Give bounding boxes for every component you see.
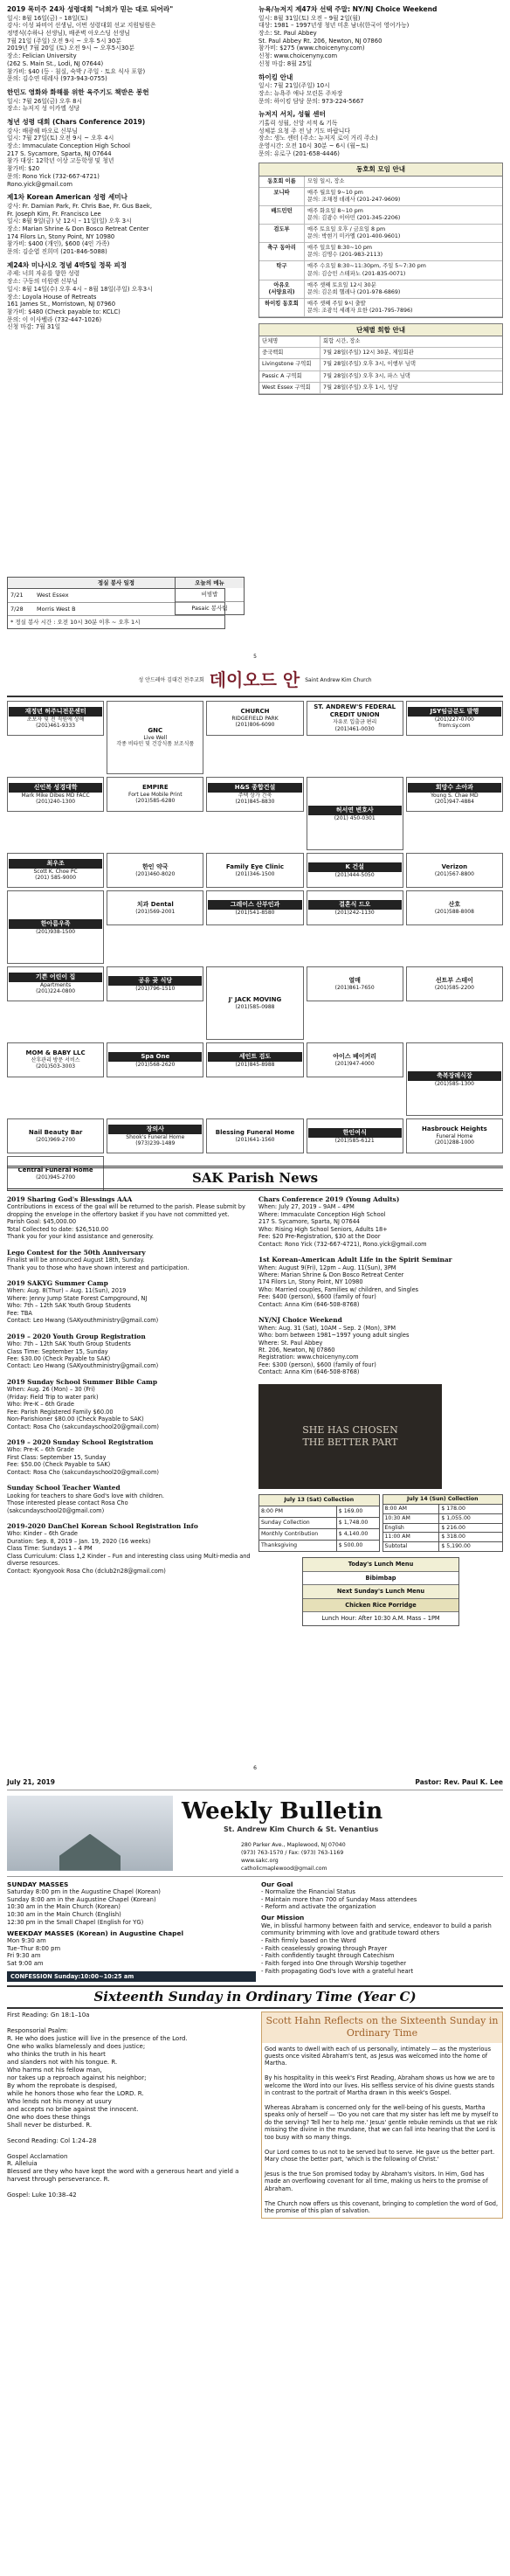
notice-block — [258, 5, 503, 68]
korean-notices-section — [0, 0, 510, 664]
lunch-hour-note: Lunch Hour: After 10:30 A.M. Mass – 1PM — [321, 1615, 440, 1623]
goal-title: Our Goal — [261, 1880, 293, 1888]
lunch-item: Bibimbap — [303, 1572, 458, 1585]
parish-left-column — [7, 1195, 252, 1582]
notice-body: 일시: 7월 26일(금) 오후 8시 장소: 뉴저지 성 이카엘 성당 — [7, 97, 83, 113]
collection-sun — [382, 1494, 504, 1553]
club-time: 매주 수요일 8:30~11:30pm, 주일 5~7:30 pm 문의: 김승민 스테파노 (201-835-0071) — [305, 261, 502, 280]
parish-item — [7, 1438, 252, 1476]
ad-info: Mark Mike Dibes MD FACC (201)240-1300 — [21, 792, 90, 806]
ads-header — [7, 666, 503, 697]
notice-block — [7, 5, 253, 83]
ad-info: Young S. Chae MD (201)947-4884 — [431, 792, 479, 806]
club-schedule-title: 동호회 모임 안내 — [259, 163, 502, 177]
ad-card — [307, 890, 403, 925]
group-name: 단체명 — [259, 336, 320, 348]
ads-header-title: 데이오드 안 — [209, 669, 300, 691]
ad-name: 장의사 — [108, 1125, 202, 1134]
parish-item-title: Sunday School Teacher Wanted — [7, 1484, 121, 1492]
group-meeting-table — [258, 323, 503, 395]
club-name: 축구 동아리 — [259, 243, 305, 261]
collection-sat — [258, 1494, 380, 1553]
parish-item-title: 2019 Sunday School Summer Bible Camp — [7, 1377, 157, 1386]
worship-date: 7/28 — [10, 605, 24, 613]
readings-list: First Reading: Gn 18:1–10a Responsorial Psalm: R. He who does justice will live in the presence of the Lord. One who walks blamelessly and does justice; who thinks the truth in his heart and slanders not with his tongue. R. Who harms not his fellow man, nor takes up a reproach against his neighbor; By whom the reprobate is despised, while he honors those who fear the LORD. R. Who lends not his money at usury and accepts no bribe against the innocent. One who does these things Shall never be disturbed. R. Second Reading: Col 1:24–28 Gospel Acclamation R. Alleluia Blessed are they who have kept the word with a generous heart and yield a harvest through perseverance. R. Gospel: Luke 10:38–42 — [7, 2012, 239, 2199]
ad-card — [107, 853, 203, 888]
ad-info: (201)569-2001 — [135, 908, 176, 915]
address-line: 280 Parker Ave., Maplewood, NJ 07040 — [241, 1841, 346, 1848]
ad-card — [406, 701, 503, 736]
collection-title: July 14 (Sun) Collection — [382, 1494, 503, 1504]
group-time: 7월 28일(주일) 오후 3시, 이행부 님댁 — [320, 359, 502, 370]
ad-name: 최우조 — [9, 859, 102, 869]
ad-info: 주택 상가 건축 (201)845-8830 — [235, 792, 275, 806]
parish-item-body: Looking for teachers to share God's love with children. Those interested please contact Rosa Cho (sakcundayschool20@gmail.com) — [7, 1492, 165, 1514]
ad-name: MOM & BABY LLC — [25, 1049, 86, 1056]
club-time: 매주 셋째 주일 9시 출발 문의: 조광석 세례자 요한 (201-795-7896) — [305, 299, 502, 317]
ad-name: 축복장례식장 — [408, 1071, 501, 1081]
parish-item — [7, 1279, 252, 1325]
website-link[interactable]: www.sakc.org — [241, 1858, 279, 1865]
notice-block — [7, 193, 253, 256]
ad-name: GNC — [148, 726, 163, 734]
ad-info: (201)641-1560 — [235, 1136, 275, 1143]
confession-bar: CONFESSION Sunday:10:00~10:25 am — [7, 1971, 256, 1982]
group-name: West Essex 구역회 — [259, 383, 320, 394]
ad-name: 회망수 소아과 — [408, 783, 501, 793]
goal-text: - Normalize the Financial Status - Maintain more than 700 of Sunday Mass attendees - Reform and activate the organization — [261, 1888, 417, 1911]
parish-item — [7, 1333, 252, 1370]
masses-list: Saturday 8:00 pm in the Augustine Chapel (Korean) Sunday 8:00 am in the Augustine Chapel (Korean) 10:30 am in the Main Church (Korean) 10:30 am in the Main Church (English) 12:30 pm in the Small Chapel (English for YG) — [7, 1888, 161, 1926]
ad-name: Spa One — [108, 1052, 202, 1062]
ad-name: Verizon — [441, 862, 468, 870]
ad-info: (201)588-8008 — [434, 908, 474, 915]
ad-card — [206, 701, 303, 736]
collection-amount: $ 1,055.00 — [439, 1513, 503, 1523]
ad-card — [7, 1118, 104, 1153]
ad-card — [7, 1042, 104, 1077]
club-name: 배드민턴 — [259, 206, 305, 225]
ad-name: Blessing Funeral Home — [215, 1128, 295, 1136]
notice-title: 제24차 미나시오 정념 4박5일 정묵 피정 — [7, 260, 128, 269]
group-meeting-grid — [259, 336, 502, 393]
ad-info: Fort Lee Mobile Print (201)585-6280 — [128, 791, 183, 805]
club-time: 매주 토요일 오후 / 금요일 8 pm 문의: 박현기 미카엘 (201-400-9601) — [305, 225, 502, 243]
ad-info: (201)861-7650 — [334, 984, 375, 991]
club-name: 하이킹 동호회 — [259, 299, 305, 317]
ad-card — [406, 966, 503, 1001]
collection-amount: $ 178.00 — [439, 1504, 503, 1513]
collection-label: 10:30 AM — [382, 1513, 439, 1523]
parish-item-title: Lego Contest for the 50th Anniversary — [7, 1248, 146, 1257]
notice-title: 하이킹 안내 — [258, 73, 293, 81]
parish-item-body: Contributions in excess of the goal will be returned to the parish. Please submit by dropping the envelope in the offertory basket if you have not committed yet. Parish Goal: $45,000.00 Total Collected to date: $26,510.00 Thank you for your kind assistance and generosity. — [7, 1203, 245, 1241]
notice-body: 강사: 배광해 바오로 신부님 일시: 7월 27일(토) 오전 9시 ~ 오후 4시 장소: Immaculate Conception High School 217 S. Sycamore, Sparta, NJ 07644 참가 대상: 12학년 이상 고등학생 및 청년 참가비: $20 문의: Rono Yick (732-667-4721) Rono.yick@gmail.com — [7, 127, 131, 188]
ad-name: 기쁜 어린이 집 — [9, 973, 102, 982]
ad-info: (201)947-4000 — [334, 1060, 375, 1067]
ad-card — [7, 701, 104, 736]
ad-info: Funeral Home (201)288-1000 — [434, 1132, 474, 1146]
collection-title: July 13 (Sat) Collection — [259, 1494, 380, 1506]
collection-amount: $ 169.00 — [336, 1506, 379, 1517]
worship-team: West Essex — [37, 592, 69, 599]
notice-title: 한민도 영화와 화해를 위한 육주기도 책받은 봉헌 — [7, 87, 149, 96]
club-time: 매주 화요일 8~10 pm 문의: 김광수 이아민 (201-345-2206) — [305, 206, 502, 225]
collection-label: 8:00 AM — [382, 1504, 439, 1513]
ad-info: (201)796-1510 — [135, 985, 176, 992]
notices-right-column — [258, 5, 503, 395]
summary-amount: $ 1,748.00 — [336, 1517, 379, 1528]
bulletin-meta — [7, 1778, 503, 1787]
worship-note: * 정실 봉사 시간 : 오전 10시 30분 이후 ~ 오후 1시 — [10, 618, 141, 626]
ad-card — [307, 701, 403, 736]
ad-info: (201)585-1300 — [434, 1080, 474, 1087]
ad-name: ST. ANDREW'S FEDERAL CREDIT UNION — [314, 703, 396, 719]
notice-body: 주제: 너희 자유를 향한 성령 장소: 구동의 미원랜 신부님 일시: 8월 14일(수) 오후 4시 – 8월 18일(주일) 오후3시 장소: Loyola House of Retreats 161 James St., Morristown, NJ 07960 참가비: $480 (Check payable to: KCLC) 문의: 이 이사벨라 (732-447-1026) 신청 마감: 7월 31일 — [7, 270, 153, 331]
ad-info: (201)346-1500 — [235, 870, 275, 877]
ad-info: (201)938-1500 — [36, 928, 76, 935]
group-time: 7월 28일(주일) 오후 1시, 성당 — [320, 383, 502, 394]
ad-info: 산후관리 방문 서비스 (201)503-3003 — [31, 1056, 80, 1070]
bulletin-date: July 21, 2019 — [7, 1778, 55, 1786]
parish-item-body: When: Aug. 8(Thur) – Aug. 11(Sun), 2019 Where: Jenny Jump State Forest Campground, NJ Who: 7th – 12th SAK Youth Group Students Fee: TBA Contact: Leo Hwang (SAKyouthministry@gmail.com) — [7, 1287, 159, 1325]
parish-item-body: When: July 27, 2019 – 9AM – 4PM Where: Immaculate Conception High School 217 S. Sycamore, Sparta, NJ 07644 Who: Rising High School Seniors, Adults 18+ Fee: $20 Pre-Registration, $30 at the Door Contact: Rono Yick (732-667-4721), Rono.yick@gmail.com — [258, 1203, 427, 1248]
worship-title: 정실 봉사 일정 — [8, 578, 224, 589]
notice-body: 일시: 8월 16일(금) – 18일(토) 강사: 이성 파비어 선생님, 이번 성령대회 선교 지원팀원은 정명식(수하나 선생님), 배준벽 아오스딩 선생님 7월 21일 (주일) 오전 9시 ~ 오후 5시 30분 2019년 7월 20일 (토) 오전 9시 ~ 오후5시30분 장소: Felician University (262 S. Main St., Lodi, NJ 07644) 참가비: $40 (등 · 침실, 숙박 / 주일 · 토요 식사 포함) 문의: 김수연 데레사 (973-943-0755) — [7, 14, 156, 83]
ad-name: 허서연 변호사 — [308, 806, 402, 815]
ad-card — [307, 966, 403, 1001]
ad-card — [406, 1042, 503, 1116]
parish-news-section — [0, 1162, 510, 1774]
weekday-title: WEEKDAY MASSES (Korean) in Augustine Chapel — [7, 1929, 184, 1937]
mass-schedule — [7, 1880, 256, 1983]
ad-name: Family Eye Clinic — [225, 862, 285, 870]
goal-mission — [261, 1880, 503, 1983]
ad-card — [206, 966, 303, 1040]
collection-amount: $ 318.00 — [439, 1533, 503, 1542]
ad-info: Scott K. Choe PC (201) 585-9000 — [33, 868, 78, 882]
parish-item — [258, 1256, 503, 1308]
ad-name: 한아름우족 — [9, 919, 102, 929]
ad-info: Apartments (201)224-0800 — [36, 981, 76, 995]
club-name: 보니따 — [259, 188, 305, 206]
parish-item-title: Chars Conference 2019 (Young Adults) — [258, 1195, 400, 1203]
notice-body: 강사: Fr. Damian Park, Fr. Chris Bae, Fr. Gus Baek, Fr. Joseph Kim, Fr. Francisco Lee 일시: 8월 9일(금) 낮 12시 – 11일(일) 오후 3시 장소: Marian Shrine & Don Bosco Retreat Center 174 Filors Ln, Stony Point, NY 10980 참가비: $400 (개인), $600 (4인 가족) 문의: 김순엽 진희미 (201-846-5088) — [7, 202, 153, 256]
ad-name: 아이스 베이커리 — [333, 1052, 377, 1060]
club-name: 탁구 — [259, 261, 305, 280]
club-time: 모임 일시, 장소 — [305, 177, 502, 188]
church-photo — [7, 1796, 173, 1871]
ads-grid — [7, 701, 503, 1191]
ad-name: 한인 약국 — [142, 862, 169, 870]
parish-item-title: NY/NJ Choice Weekend — [258, 1316, 342, 1325]
parish-item — [7, 1378, 252, 1430]
mission-text: We, in blissful harmony between faith and service, endeavor to build a parish community brimming with love and gratitude toward others - Faith firmly based on the Word - Faith ceaselessly growing through Prayer - Faith confidently taught through Catechism - Faith forged into One through Worship together - Faith propagating God's love with a grateful heart — [261, 1922, 492, 1975]
notices-left-column — [7, 5, 253, 336]
notice-body: 일시: 8월 31일(토) 오전 – 9월 2일(월) 대상: 1981 – 1997년생 청년 미혼 남녀(한국어 영어가능) 장소: St. Paul Abbey St. Paul Abbey Rt. 206, Newton, NJ 07860 참가비: $275 (www.choicenyny.com) 신청: www.choicenyny.com 신청 마감: 8월 25일 — [258, 14, 410, 67]
parish-item — [7, 1484, 252, 1514]
parish-item — [258, 1316, 503, 1376]
phone-line: (973) 763-1570 / Fax: (973) 763-1169 — [241, 1849, 344, 1856]
collection-report — [258, 1494, 503, 1553]
mission-title: Our Mission — [261, 1914, 305, 1922]
worship-team: Morris West B — [37, 605, 76, 613]
ad-info: (201)845-8988 — [235, 1061, 275, 1068]
ad-card — [7, 966, 104, 1001]
ad-info: Live Well 각종 비타민 및 건강식품 보조식품 — [116, 734, 195, 748]
ad-card — [107, 701, 203, 774]
parish-item — [7, 1195, 252, 1241]
parish-item-title: 2019 Sharing God's Blessings AAA — [7, 1195, 133, 1203]
email-link[interactable]: catholicmaplewood@gmail.com — [241, 1866, 327, 1873]
ads-header-small: 성 안드레아 김대건 천주교회 — [138, 677, 204, 684]
collection-amount: $ 216.00 — [439, 1523, 503, 1533]
ad-card — [107, 1042, 203, 1077]
readings-and-reflection — [7, 2012, 503, 2218]
ad-name: H&S 종합건설 — [208, 783, 301, 793]
notice-title: 뉴저지 서치, 성월 센터 — [258, 110, 326, 119]
parish-item — [7, 1249, 252, 1271]
ad-name: 그레이스 산부인과 — [208, 900, 301, 910]
reflection-title: Scott Hahn Reflects on the Sixteenth Sunday in Ordinary Time — [262, 2012, 502, 2042]
ad-card — [406, 1118, 503, 1153]
ad-info: (201)969-2700 — [36, 1136, 76, 1143]
club-time: 매주 셋째 토요일 12시 30분 문의: 김은희 헬레나 (201-978-6869) — [305, 280, 502, 299]
better-part-flyer: SHE HAS CHOSEN THE BETTER PART — [258, 1384, 442, 1489]
ad-name: CHURCH — [240, 707, 270, 715]
ad-info: RIDGEFIELD PARK (201)806-6090 — [231, 715, 279, 729]
lunch-next-title: Next Sunday's Lunch Menu — [303, 1585, 458, 1598]
ad-name: JSY임금분도 발행 — [408, 707, 501, 717]
ad-card — [406, 777, 503, 812]
mass-and-mission — [7, 1880, 503, 1983]
ads-header-sub: Saint Andrew Kim Church — [305, 677, 372, 684]
ad-card — [206, 1118, 303, 1153]
collection-label: 8:00 PM — [259, 1506, 337, 1517]
club-schedule-grid — [259, 177, 502, 317]
summary-amount: $ 500.00 — [336, 1541, 379, 1552]
ad-info: 초보자 및 전 직원에 상해 (201)461-9333 — [26, 716, 85, 730]
ad-info: (201)460-8020 — [135, 870, 176, 877]
lunch-menu-item: 비빔밥 — [201, 591, 218, 599]
bulletin-subtitle: St. Andrew Kim Church & St. Venantius — [224, 1825, 379, 1833]
summary-label: Thanksgiving — [259, 1541, 337, 1552]
ad-card — [206, 777, 303, 812]
ad-card — [7, 853, 104, 888]
ad-info: (201) 450-0301 — [334, 814, 376, 821]
parish-item-title: 2019-2020 DanChel Korean School Registration Info — [7, 1521, 198, 1530]
page-number: 5 — [253, 654, 257, 660]
ad-name: 치과 Dental — [136, 900, 174, 908]
ad-info: (201)585-0988 — [235, 1003, 275, 1010]
club-name: 아유오 (서양요리) — [259, 280, 305, 299]
bulletin-title: Weekly Bulletin — [182, 1797, 383, 1825]
lunch-next-item: Chicken Rice Porridge — [303, 1599, 458, 1612]
notice-title: 제1차 Korean American 성령 세미나 — [7, 193, 128, 202]
sunday-title: Sixteenth Sunday in Ordinary Time (Year C) — [7, 1985, 503, 2009]
page-number: 6 — [253, 1765, 257, 1771]
parish-item-title: 1st Korean-American Adult Life in the Spirit Seminar — [258, 1256, 452, 1264]
ad-name: 산호 — [448, 900, 461, 908]
group-name: 중국백회 — [259, 348, 320, 359]
summary-amount: $ 4,140.00 — [336, 1529, 379, 1541]
ad-card — [107, 966, 203, 1001]
lunch-menu-title: 오늘의 메뉴 — [176, 578, 244, 588]
ad-info: (201)945-2700 — [36, 1174, 76, 1181]
parish-item-body: When: Aug. 26 (Mon) – 30 (Fri) (Friday: Field Trip to water park) Who: Pre-K – 6th Grade Fee: Parish Registered Family $60.00 Non-Parishioner $80.00 (Check Payable to SAK) Contact: Rosa Cho (sakcundayschool20@gmail.com) — [7, 1386, 159, 1430]
ad-info: (201)585-6121 — [334, 1137, 375, 1144]
parish-item-title: 2019 – 2020 Sunday School Registration — [7, 1437, 154, 1446]
ad-info: (201)568-2620 — [135, 1061, 176, 1068]
ad-name: Hasbrouck Heights — [422, 1125, 487, 1132]
notice-block — [7, 261, 253, 331]
group-name: Passic A 구역회 — [259, 371, 320, 383]
ad-card — [307, 1042, 403, 1077]
collection-label: 11:00 AM — [382, 1533, 439, 1542]
ad-info: (201)227-0700 from:sy.com — [434, 716, 474, 730]
ad-name: 재정년 허주니전문센터 — [9, 707, 102, 717]
ad-card — [307, 1118, 403, 1153]
ad-card — [206, 853, 303, 888]
ad-name: Nail Beauty Bar — [28, 1128, 83, 1136]
notice-block — [258, 73, 503, 106]
ad-info: Shook's Funeral Home (973)239-1489 — [126, 1133, 185, 1147]
group-time: 회합 시간, 장소 — [320, 336, 502, 348]
bulletin-pastor: Pastor: Rev. Paul K. Lee — [415, 1778, 503, 1786]
ad-info: (201)567-8800 — [434, 870, 474, 877]
parish-item-body: Finalist will be announced August 18th, Sunday. Thank you to those who have shown interest and participation. — [7, 1257, 190, 1271]
ad-name: 열매 — [348, 976, 361, 984]
club-time: 매주 일요일 8:30~10 pm 문의: 김명수 (201-983-2113) — [305, 243, 502, 261]
notice-title: 청년 성령 대회 (Chars Conference 2019) — [7, 118, 146, 126]
notice-block — [7, 118, 253, 188]
masses-title: SUNDAY MASSES — [7, 1880, 69, 1888]
bulletin-banner — [7, 1790, 503, 1877]
parish-item-title: 2019 SAKYG Summer Camp — [7, 1279, 108, 1287]
ad-card — [107, 777, 203, 812]
ad-name: 선트부 스테이 — [435, 976, 473, 984]
notice-title: 뉴욕/뉴저지 제47차 선택 주말: NY/NJ Choice Weekend — [258, 5, 438, 13]
notice-title: 2019 목미주 24차 성령대회 "너희가 믿는 대로 되어라" — [7, 5, 174, 13]
group-time: 7월 28일(주일) 12시 30분, 제일회관 — [320, 348, 502, 359]
weekday-list: Mon 9:30 am Tue–Thur 8:00 pm Fri 9:30 am Sat 9:00 am — [7, 1936, 61, 1968]
summary-label: Monthly Contribution — [259, 1529, 337, 1541]
lunch-menu-team: Pasaic 봉사팀 — [176, 601, 244, 614]
ad-card — [406, 890, 503, 925]
ad-name: K 건설 — [308, 862, 402, 872]
summary-label: Sunday Collection — [259, 1517, 337, 1528]
parish-news-title: SAK Parish News — [7, 1166, 503, 1191]
ad-name: Central Funeral Home — [17, 1166, 93, 1174]
group-name: Livingstone 구역회 — [259, 359, 320, 370]
total-label: Subtotal — [382, 1542, 439, 1552]
reflection-text: God wants to dwell with each of us personally, intimately — as the mysterious guests once visited Abraham's tent, as Jesus was welcomed into the home of Martha. By his hospitality in this week's First Reading, Abraham shows us how we are to welcome the Word into our lives. His selfless service of his divine guests stands in contrast to the portrait of Martha drawn in this week's Gospel. Whereas Abraham is concerned only for the well-being of his guests, Martha speaks only of herself — 'Do you not care that my sister has left me by myself to do the serving? Tell her to help me.' Jesus' gentle rebuke reminds us that we risk missing the divine in the mundane, that we can fall into hearing that the Lord is too busy with so many things. Our Lord comes to us not to be served but to serve. He gave us the better part. Mary chose the better part, 'which is the following of Christ.' Jesus is the true Son promised today by Abraham's visitors. In Him, God has made an overflowing covenant for all time, making us heirs to the promise of Abraham. The Church now offers us this covenant, bringing to completion the word of God, the promise of this plan of salvation. — [265, 2045, 499, 2215]
collection-label: English — [382, 1523, 439, 1533]
notice-body: 기홀릭 성월, 신앙 서적 & 기독 성체분 요청 주 전 날 기도 바랍니다 장소: 생노 센터 (주소: 뉴저지 로이 거리 주소) 운영시간: 오전 10시 30분 ~ 6시 (월~토) 문의: 유로구 (201-658-4446) — [258, 120, 378, 157]
parish-item-body: When: August 9(Fri), 12pm – Aug. 11(Sun), 3PM Where: Marian Shrine & Don Bosco Retreat Center 174 Filors Ln, Stony Point, NY 10980 Who: Married couples, Families w/ children, and Singles Fee: $400 (person), $600 (family of four) Contact: Anna Kim (646-508-8768) — [258, 1264, 419, 1308]
parish-item-body: Who: Pre-K – 6th Grade First Class: September 15, Sunday Fee: $50.00 (Check Payable to SAK) Contact: Rosa Cho (sakcundayschool20@gmail.com) — [7, 1446, 159, 1476]
ad-name: 신인복 성경대학 — [9, 783, 102, 793]
parish-right-column — [258, 1195, 503, 1626]
parish-item-body: Who: 7th – 12th SAK Youth Group Students Class Time: September 15, Sunday Fee: $30.00 (Check Payable to SAK) Contact: Leo Hwang (SAKyouthministry@gmail.com) — [7, 1340, 159, 1370]
worship-date: 7/21 — [10, 592, 24, 599]
lunch-menu-korean — [175, 577, 245, 615]
parish-item — [7, 1522, 252, 1575]
ad-card — [307, 853, 403, 888]
ad-name: 세인트 검도 — [208, 1052, 301, 1062]
ad-name: 한인여식 — [308, 1128, 402, 1138]
parish-item-body: Who: Kinder – 6th Grade Duration: Sep. 8, 2019 – Jan. 19, 2020 (16 weeks) Class Time: Sundays 1 – 4 PM Class Curriculum: Class 1,2 Kinder – Fun and interesting class using Multi-media and diverse resources. Contact: Kyongyook Rosa Cho (dclub2n28@gmail.com) — [7, 1530, 251, 1575]
ad-name: 결혼식 드오 — [308, 900, 402, 910]
club-name: 검도부 — [259, 225, 305, 243]
ad-info: (201)242-1130 — [334, 909, 375, 916]
church-contact — [241, 1841, 346, 1873]
ad-info: (201)541-8580 — [235, 909, 275, 916]
weekly-bulletin-section — [0, 1774, 510, 2576]
ad-info: (201)585-2200 — [434, 984, 474, 991]
total-amount: $ 5,190.00 — [439, 1542, 503, 1552]
parish-item-title: 2019 – 2020 Youth Group Registration — [7, 1332, 146, 1340]
ad-card — [307, 777, 403, 850]
ad-card — [206, 890, 303, 925]
club-time: 매주 월요일 9~10 pm 문의: 조채경 데레사 (201-247-9609) — [305, 188, 502, 206]
ad-info: (201)444-5050 — [334, 871, 375, 878]
club-schedule-table — [258, 163, 503, 317]
group-meeting-title: 단체별 회합 안내 — [259, 324, 502, 337]
notice-body: 일시: 7월 21일(주일) 10시 장소: 뉴욕주 애나 모린톤 주차장 문의: 하이킹 담당 문의: 973-224-5667 — [258, 82, 364, 105]
ad-name: EMPIRE — [141, 783, 169, 791]
ad-card — [107, 1118, 203, 1153]
reflection-box — [261, 2012, 503, 2218]
lunch-menu — [302, 1557, 459, 1625]
ad-card — [206, 1042, 303, 1077]
club-name: 동호회 이름 — [259, 177, 305, 188]
parish-item — [258, 1195, 503, 1248]
group-time: 7월 28일(주일) 오후 3시, 파스 님댁 — [320, 371, 502, 383]
ad-card — [7, 890, 104, 964]
ad-card — [107, 890, 203, 925]
ad-card — [406, 853, 503, 888]
ad-name: 공유 곶 식당 — [108, 976, 202, 986]
ad-name: J' JACK MOVING — [228, 995, 282, 1003]
lunch-title: Today's Lunch Menu — [303, 1558, 458, 1571]
notice-block — [7, 88, 253, 113]
ad-info: 자유로 입출금 편리 (201)461-0030 — [333, 719, 377, 732]
notice-block — [258, 110, 503, 157]
parish-item-body: When: Aug. 31 (Sat), 10AM – Sep. 2 (Mon), 3PM Who: born between 1981~1997 young adult singles Where: St. Paul Abbey Rt. 206, Newton, NJ 07860 Registration: www.choicenyny.com Fee: $300 (person), $600 (family of four) Contact: Anna Kim (646-508-8768) — [258, 1324, 410, 1376]
ad-card — [7, 777, 104, 812]
